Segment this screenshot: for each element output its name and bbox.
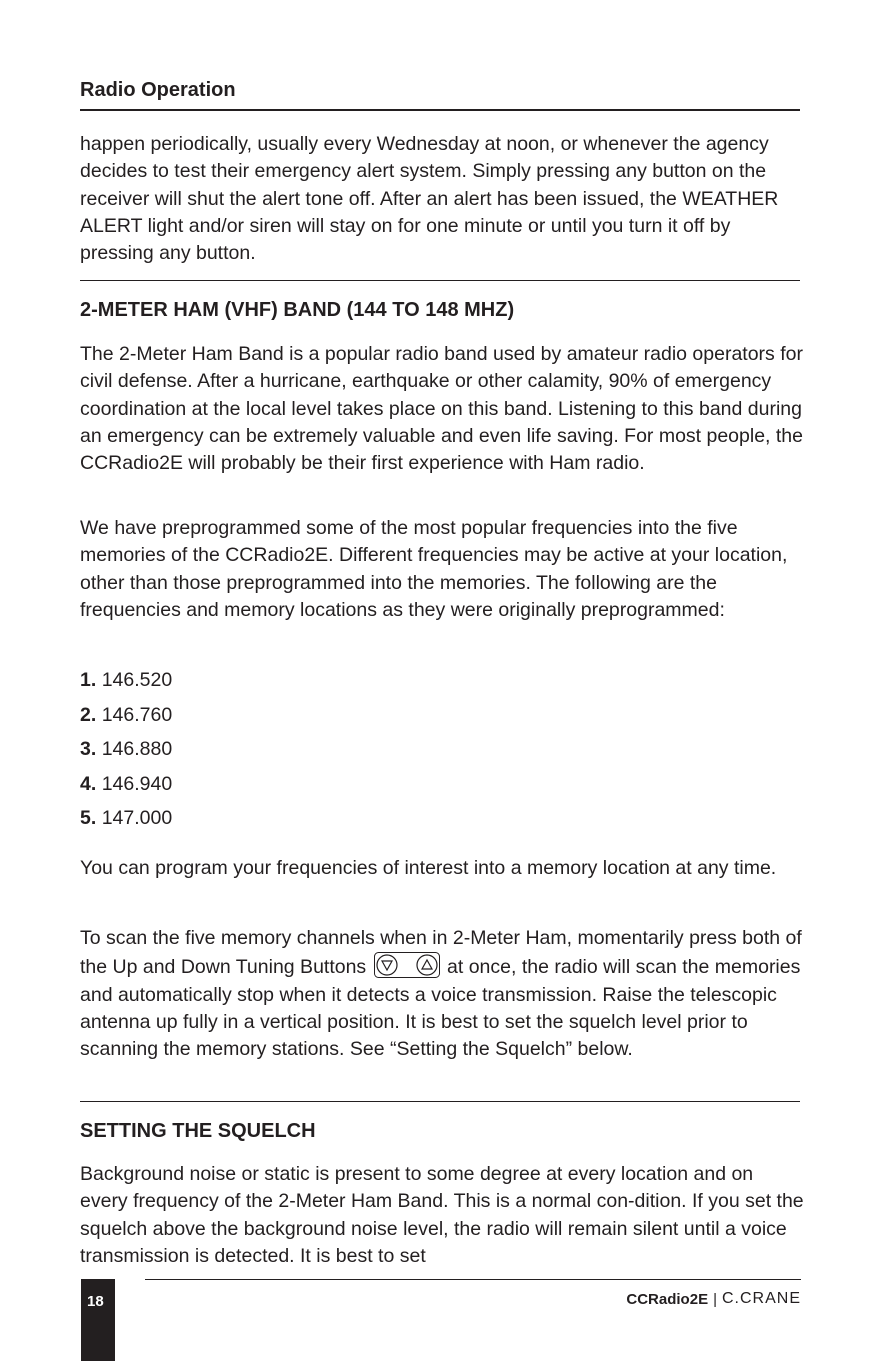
list-item: 2. 146.760 [80, 703, 173, 726]
memory-frequency-list [80, 663, 172, 836]
ham-paragraph-3: You can program your frequencies of interest into a memory location at any time. [80, 857, 777, 879]
ham-paragraph-4: To scan the five memory channels when in 2-Meter Ham, momentarily press both of the Up and Down Tuning Buttons at once, the radio will scan the memories and automatically stop when it detects a voice transmission. Raise the telescopic antenna up fully in a vertical position. It is best to set the squelch level prior to scanning the memory stations. See “Setting the Squelch” below. [80, 927, 802, 1061]
section-divider [80, 1101, 800, 1102]
c-crane-logo: C.CRANE [721, 1290, 801, 1307]
list-item: 5. 147.000 [80, 807, 173, 829]
list-item: 1. 146.520 [80, 669, 173, 691]
ham-paragraph-2: We have preprogrammed some of the most popular frequencies into the five memories of the CCRadio2E. Different frequencies may be active at your location, other than those preprogrammed into the memories. The following are the frequencies and memory locations as they were originally preprogrammed: [80, 517, 788, 621]
header-rule [80, 109, 800, 111]
page-number: 18 [87, 1293, 104, 1310]
brand-separator: | [713, 1290, 717, 1308]
product-name: CCRadio2E [626, 1290, 709, 1308]
section-divider [80, 280, 800, 281]
list-item: 3. 146.880 [80, 738, 173, 760]
squelch-paragraph-1: Background noise or static is present to some degree at every location and on every frequency of the 2-Meter Ham Band. This is a normal con-dition. If you set the squelch above the background noise level, the radio will remain silent until a voice transmission is detected. It is best to set [80, 1163, 804, 1267]
page-number-tab [81, 1279, 115, 1361]
tuning-buttons-icon [374, 952, 440, 978]
list-item: 4. 146.940 [80, 772, 173, 795]
ham-band-heading: 2-METER HAM (VHF) BAND (144 TO 148 MHZ) [80, 299, 515, 321]
ham-paragraph-1: The 2-Meter Ham Band is a popular radio band used by amateur radio operators for civil defense. After a hurricane, earthquake or other calamity, 90% of emergency coordination at the local level takes place on this band. Listening to this band during an emergency can be extremely valuable and even life saving. For most people, the CCRadio2E will probably be their first experience with Ham radio. [80, 343, 803, 475]
page-header-title: Radio Operation [80, 79, 236, 101]
footer-brand [626, 1290, 801, 1308]
footer-rule [145, 1279, 801, 1280]
intro-paragraph: happen periodically, usually every Wednesday at noon, or whenever the agency decides to test their emergency alert system. Simply pressing any button on the receiver will shut the alert tone off. After an alert has been issued, the WEATHER ALERT light and/or siren will stay on for one minute or until you turn it off by pressing any button. [80, 133, 779, 265]
squelch-heading: SETTING THE SQUELCH [80, 1120, 316, 1142]
